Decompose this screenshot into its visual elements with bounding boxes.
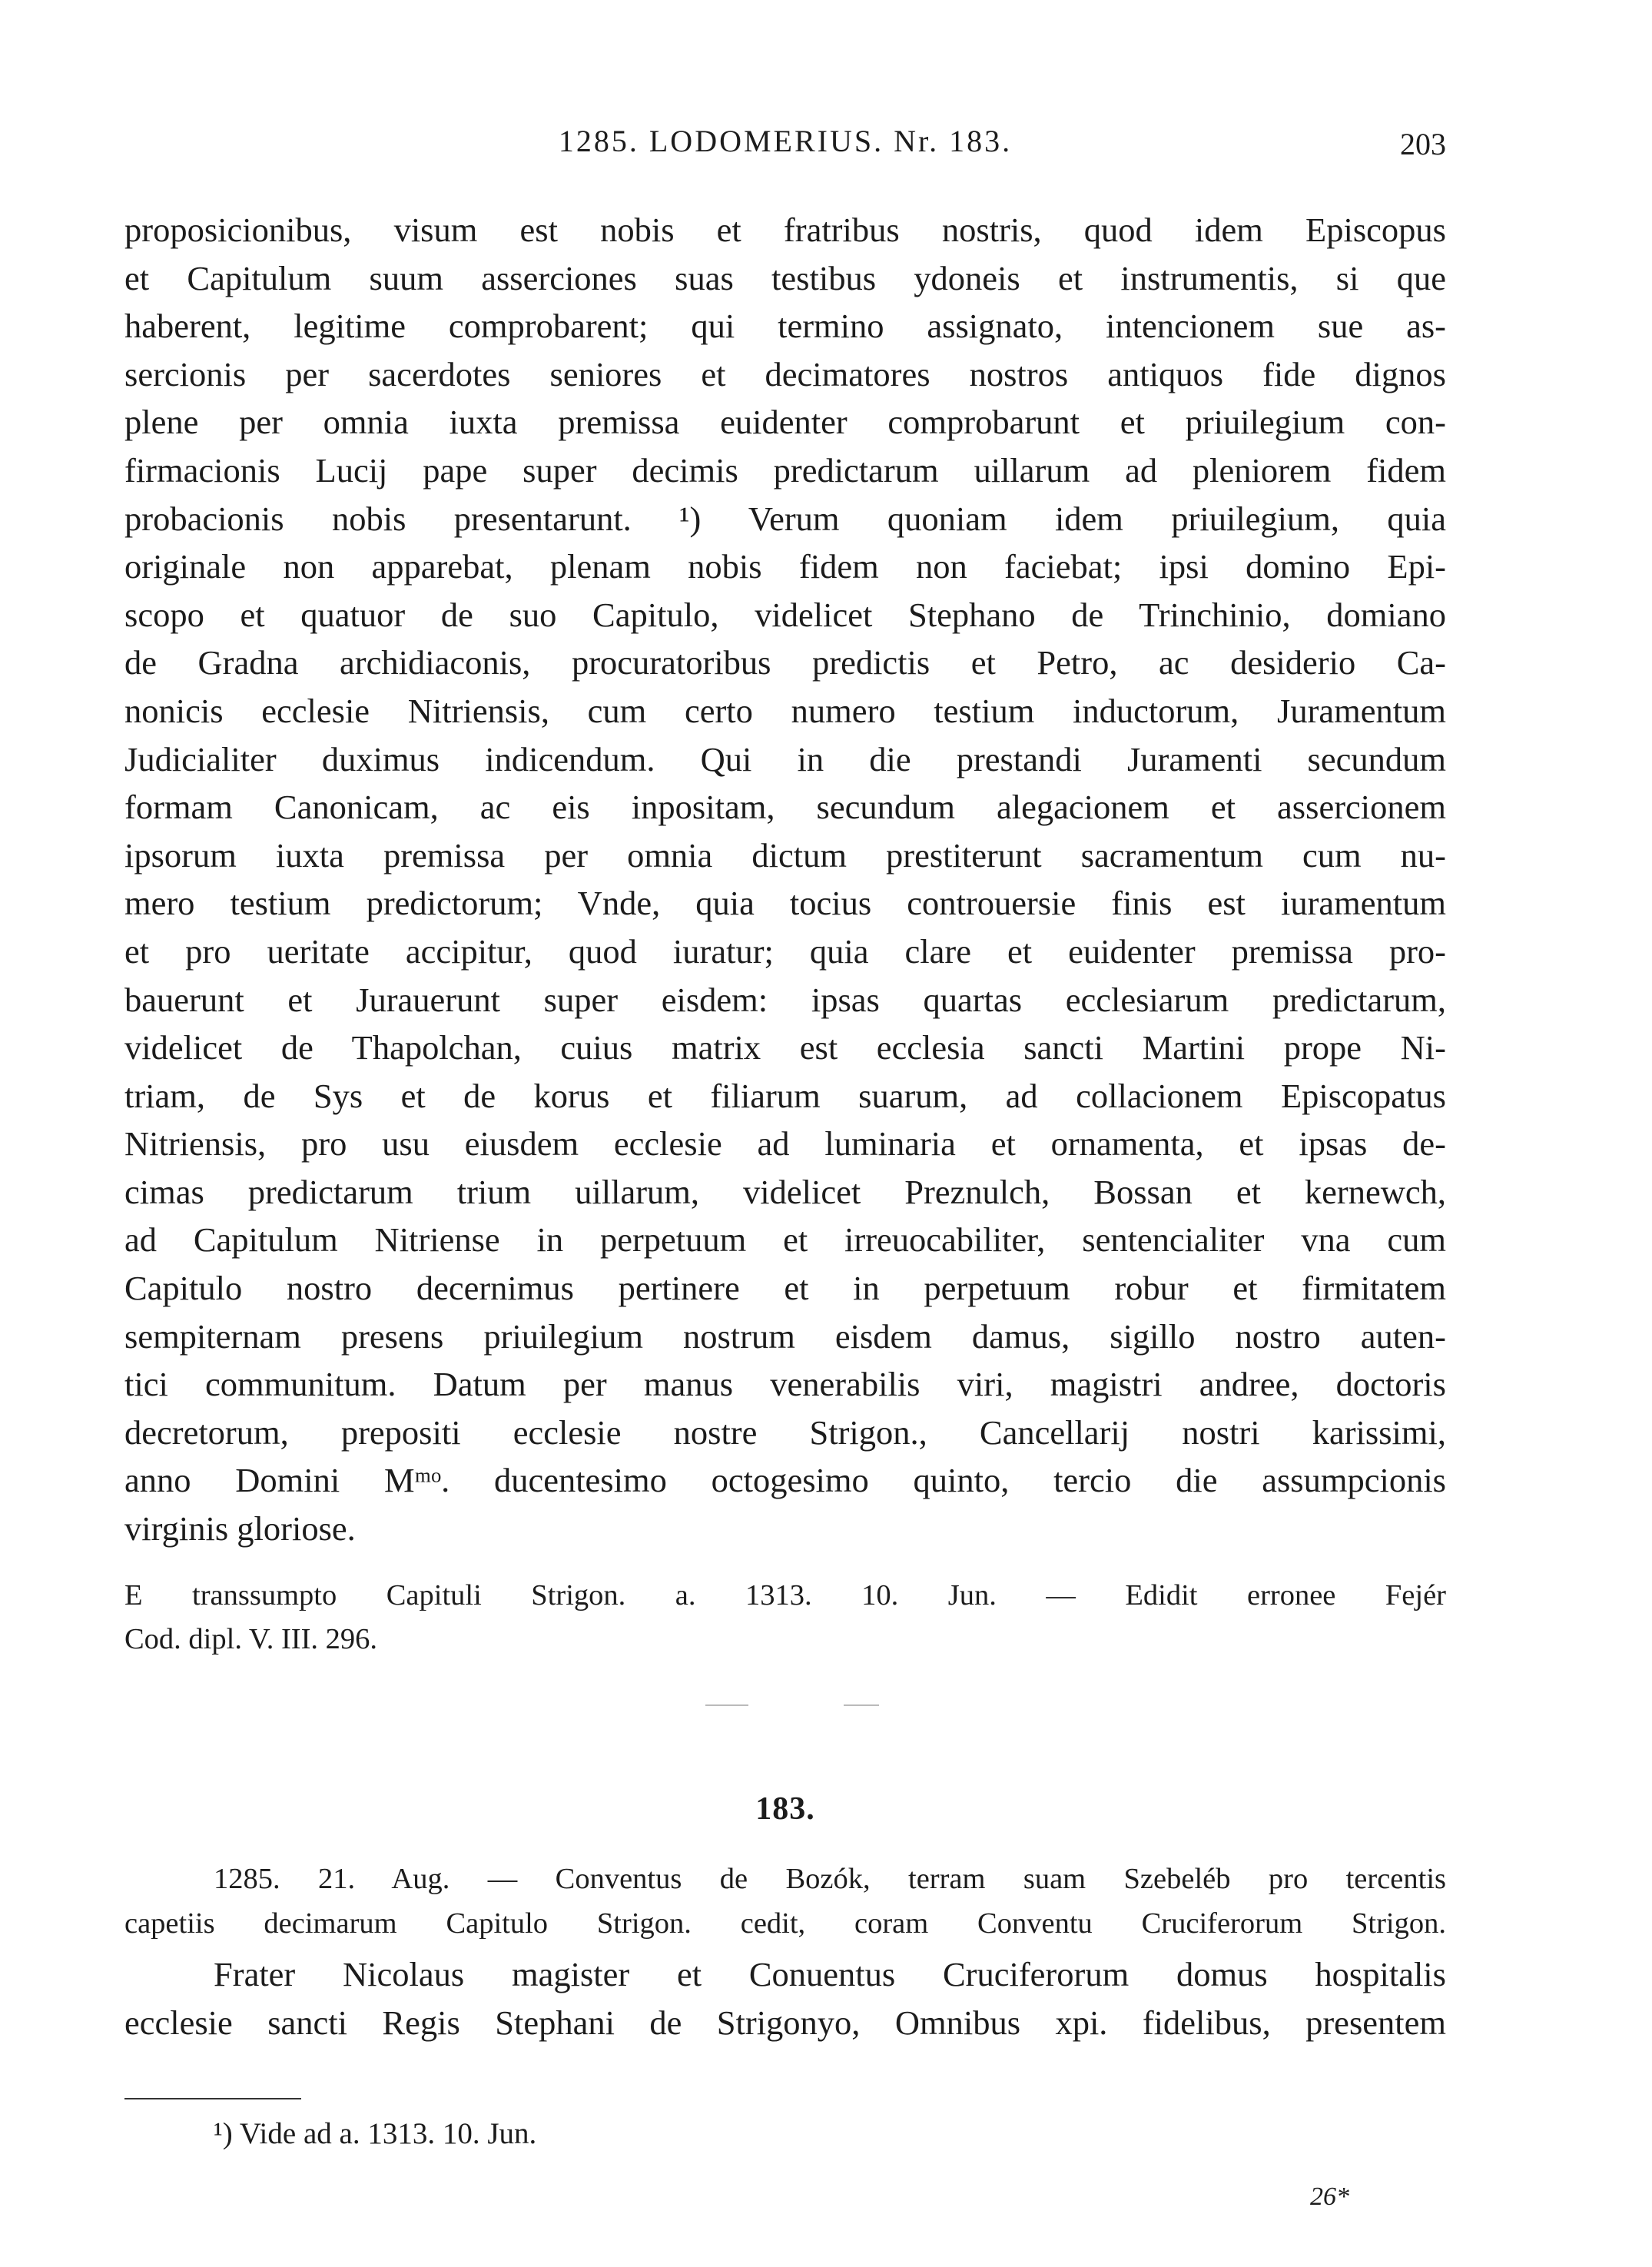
main-text (124, 206, 1446, 1553)
text-line: virginis gloriose. (124, 1509, 356, 1548)
page-number: 203 (1400, 127, 1446, 161)
charter-text (124, 1950, 1446, 2047)
text-line: mero testium predictorum; Vnde, quia tocius controuersie finis est iuramentum (124, 884, 1446, 923)
text-line: et pro ueritate accipitur, quod iuratur; quia clare et euidenter premissa pro- (124, 931, 1446, 971)
text-line: Nitriensis, pro usu eiusdem ecclesie ad luminaria et ornamenta, et ipsas de- (124, 1124, 1446, 1163)
section-separator (705, 1704, 748, 1706)
regest-line: capetiis decimarum Capitulo Strigon. cedit, coram Conventu Cruciferorum Strigon. (124, 1907, 1446, 1940)
regest-line: 1285. 21. Aug. — Conventus de Bozók, terram suam Szebeléb pro tercentis (214, 1863, 1446, 1895)
text-line: ad Capitulum Nitriense in perpetuum et irreuocabiliter, sentencialiter vna cum (124, 1220, 1446, 1260)
charter-line: Frater Nicolaus magister et Conuentus Cruciferorum domus hospitalis (214, 1955, 1446, 1993)
regest (124, 1857, 1446, 1946)
text-line: Capitulo nostro decernimus pertinere et in perpetuum robur et firmitatem (124, 1269, 1446, 1308)
text-line: Judicialiter duximus indicendum. Qui in die prestandi Juramenti secundum (124, 739, 1446, 778)
signature-mark: 26* (1310, 2182, 1349, 2211)
text-line: firmacionis Lucij pape super decimis predictarum uillarum ad pleniorem fidem (124, 450, 1446, 490)
text-line: decretorum, prepositi ecclesie nostre Strigon., Cancellarij nostri karissimi, (124, 1412, 1446, 1452)
source-note-line: Cod. dipl. V. III. 296. (124, 1623, 378, 1655)
text-line: haberent, legitime comprobarent; qui termino assignato, intencionem sue as- (124, 307, 1446, 346)
section-separator (844, 1704, 879, 1706)
text-line: tici communitum. Datum per manus venerabilis viri, magistri andree, doctoris (124, 1365, 1446, 1404)
text-line: nonicis ecclesie Nitriensis, cum certo numero testium inductorum, Juramentum (124, 691, 1446, 730)
running-title: 1285. LODOMERIUS. Nr. 183. (558, 124, 1013, 158)
document-number: 183. (755, 1791, 815, 1827)
text-line: probacionis nobis presentarunt. ¹) Verum quoniam idem priuilegium, quia (124, 499, 1446, 538)
text-line: formam Canonicam, ac eis inpositam, secundum alegacionem et assercionem (124, 788, 1446, 827)
page-header (124, 123, 1446, 169)
source-note (124, 1574, 1446, 1661)
text-line: originale non apparebat, plenam nobis fidem non faciebat; ipsi domino Epi- (124, 547, 1446, 586)
text-line: sempiternam presens priuilegium nostrum eisdem damus, sigillo nostro auten- (124, 1316, 1446, 1356)
text-line: ipsorum iuxta premissa per omnia dictum prestiterunt sacramentum cum nu- (124, 835, 1446, 875)
text-line: anno Domini Mᵐᵒ. ducentesimo octogesimo quinto, tercio die assumpcionis (124, 1461, 1446, 1500)
text-line: et Capitulum suum asserciones suas testibus ydoneis et instrumentis, si que (124, 258, 1446, 297)
footnote-rule (124, 2098, 301, 2099)
text-line: sercionis per sacerdotes seniores et decimatores nostros antiquos fide dignos (124, 354, 1446, 393)
charter-line: ecclesie sancti Regis Stephani de Strigonyo, Omnibus xpi. fidelibus, presentem (124, 2003, 1446, 2042)
text-line: plene per omnia iuxta premissa euidenter comprobarunt et priuilegium con- (124, 403, 1446, 442)
text-line: triam, de Sys et de korus et filiarum suarum, ad collacionem Episcopatus (124, 1076, 1446, 1115)
text-line: cimas predictarum trium uillarum, videlicet Preznulch, Bossan et kernewch, (124, 1172, 1446, 1211)
text-line: videlicet de Thapolchan, cuius matrix est ecclesia sancti Martini prope Ni- (124, 1028, 1446, 1067)
text-line: de Gradna archidiaconis, procuratoribus predictis et Petro, ac desiderio Ca- (124, 643, 1446, 682)
text-line: proposicionibus, visum est nobis et fratribus nostris, quod idem Episcopus (124, 211, 1446, 249)
footnote: ¹) Vide ad a. 1313. 10. Jun. (214, 2117, 537, 2150)
text-line: bauerunt et Jurauerunt super eisdem: ipsas quartas ecclesiarum predictarum, (124, 980, 1446, 1019)
source-note-line: E transsumpto Capituli Strigon. a. 1313. 10. Jun. — Edidit erronee Fejér (124, 1579, 1446, 1611)
text-line: scopo et quatuor de suo Capitulo, videlicet Stephano de Trinchinio, domiano (124, 595, 1446, 634)
